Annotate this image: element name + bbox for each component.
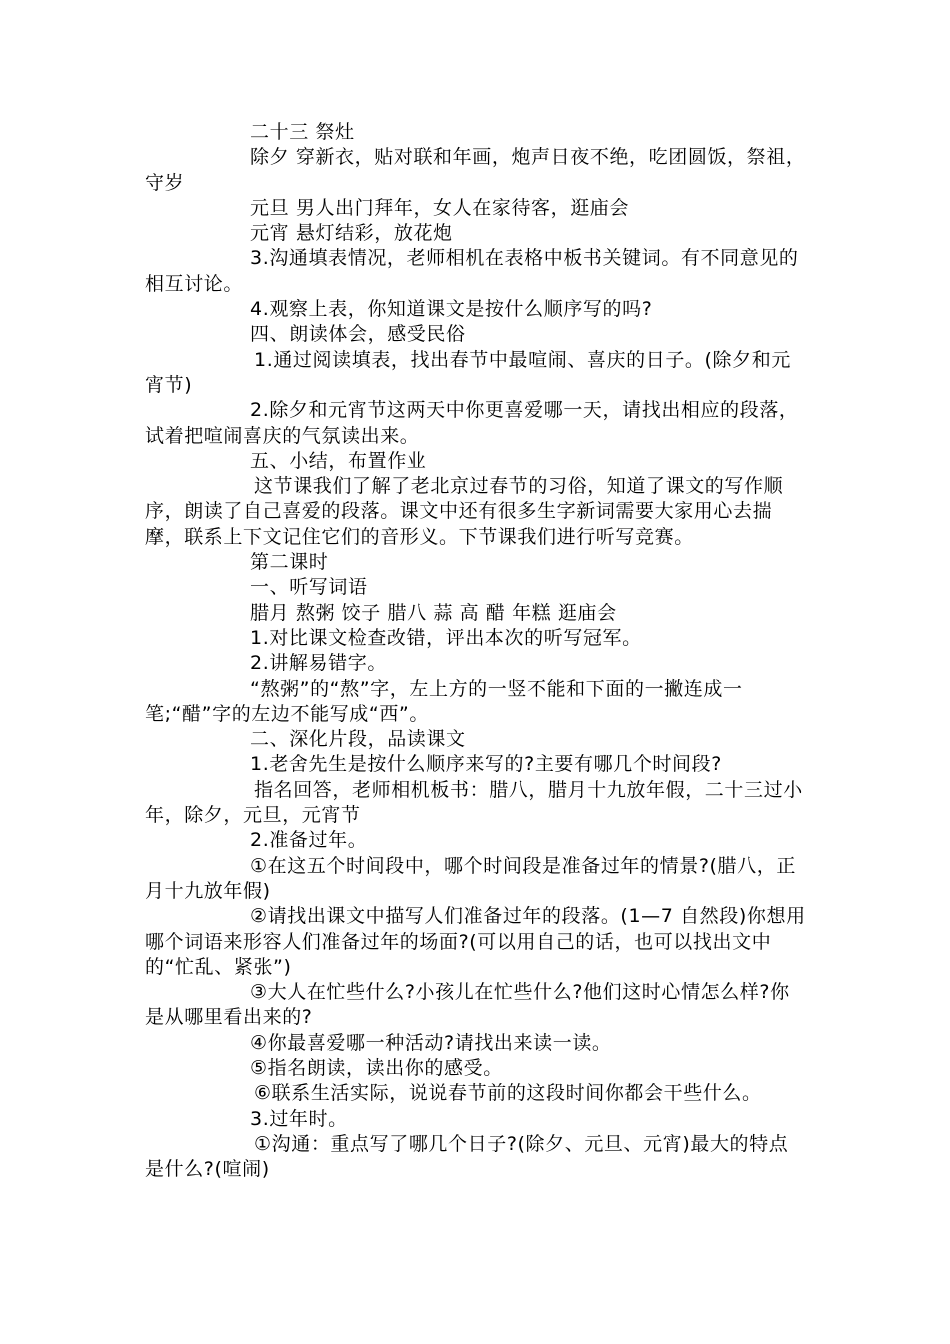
paragraph: 2.准备过年。 — [250, 829, 368, 852]
section-heading: 一、听写词语 — [250, 576, 368, 599]
section-heading: 五、小结，布置作业 — [250, 449, 427, 472]
paragraph: ④你最喜爱哪一种活动?请找出来读一读。 — [250, 1031, 612, 1054]
paragraph: 1.对比课文检查改错，评出本次的听写冠军。 — [250, 626, 642, 649]
paragraph: 指名回答，老师相机板书：腊八，腊月十九放年假，二十三过小年，除夕，元旦，元宵节 — [145, 778, 803, 827]
paragraph: ⑤指名朗读，读出你的感受。 — [250, 1056, 503, 1079]
paragraph: 2.讲解易错字。 — [250, 652, 387, 675]
paragraph: 二十三 祭灶 — [250, 121, 355, 143]
paragraph: 3.沟通填表情况，老师相机在表格中板书关键词。有不同意见的相互讨论。 — [145, 247, 799, 295]
paragraph: 这节课我们了解了老北京过春节的习俗，知道了课文的写作顺序，朗读了自己喜爱的段落。课文中还有很多生字新词需要大家用心去揣摩，联系上下文记住它们的音形义。下节课我们进行听写竞赛。 — [145, 475, 784, 548]
paragraph: 元旦 男人出门拜年，女人在家待客，逛庙会 — [250, 196, 630, 219]
paragraph: ③大人在忙些什么?小孩儿在忙些什么?他们这时心情怎么样?你是从哪里看出来的? — [145, 981, 790, 1029]
paragraph: 3.过年时。 — [250, 1107, 348, 1130]
document-body — [145, 120, 807, 1182]
paragraph: 1.老舍先生是按什么顺序来写的?主要有哪几个时间段? — [250, 753, 722, 776]
paragraph: ②请找出课文中描写人们准备过年的段落。(1—7 自然段)你想用哪个词语来形容人们准备过年的场面?(可以用自己的话，也可以找出文中的“忙乱、紧张”) — [145, 905, 806, 978]
section-heading: 二、深化片段，品读课文 — [250, 728, 466, 751]
paragraph: 1.通过阅读填表，找出春节中最喧闹、喜庆的日子。(除夕和元宵节) — [145, 348, 791, 396]
paragraph: 4.观察上表，你知道课文是按什么顺序写的吗? — [250, 298, 653, 321]
paragraph: ①在这五个时间段中，哪个时间段是准备过年的情景?(腊八，正月十九放年假) — [145, 854, 796, 902]
word-list: 腊月 熬粥 饺子 腊八 蒜 高 醋 年糕 逛庙会 — [250, 601, 617, 624]
paragraph: ⑥联系生活实际，说说春节前的这段时间你都会干些什么。 — [254, 1082, 762, 1105]
paragraph: ①沟通：重点写了哪几个日子?(除夕、元旦、元宵)最大的特点是什么?(喧闹) — [145, 1132, 789, 1181]
section-heading: 第二课时 — [250, 551, 329, 574]
paragraph: 元宵 悬灯结彩，放花炮 — [250, 222, 453, 245]
paragraph: 除夕 穿新衣，贴对联和年画，炮声日夜不绝，吃团圆饭，祭祖，守岁 — [145, 146, 806, 194]
paragraph: 2.除夕和元宵节这两天中你更喜爱哪一天，请找出相应的段落，试着把喧闹喜庆的气氛读出来。 — [145, 399, 799, 447]
section-heading: 四、朗读体会，感受民俗 — [250, 323, 466, 346]
paragraph: “熬粥”的“熬”字，左上方的一竖不能和下面的一撇连成一笔;“醋”字的左边不能写成“西”。 — [145, 677, 743, 725]
